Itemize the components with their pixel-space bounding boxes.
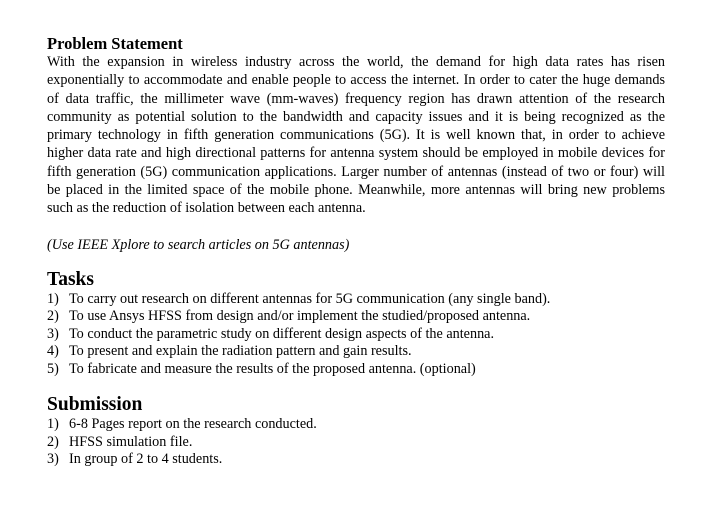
submission-number: 2) (47, 433, 59, 450)
submission-item (47, 416, 665, 434)
task-text: To use Ansys HFSS from design and/or implement the studied/proposed antenna. (69, 308, 531, 325)
task-text: To present and explain the radiation pattern and gain results. (69, 343, 412, 360)
task-text: To carry out research on different antennas for 5G communication (any single band). (69, 290, 551, 307)
submission-text: 6-8 Pages report on the research conducted. (69, 416, 317, 433)
task-item (47, 361, 665, 379)
task-number: 3) (47, 325, 59, 342)
task-item (47, 343, 665, 361)
problem-statement-paragraph: With the expansion in wireless industry across the world, the demand for high data rates has risen exponentially to accommodate and enable people to access the internet. In order to cater the huge demands of data traffic, the millimeter wave (mm-waves) frequency region has drawn attention of the research community as potential solution to the bandwidth and capacity issues and it is being recognized as the primary technology in fifth generation communications (5G). It is well known that, in order to achieve higher data rate and high directional patterns for antenna system should be employed in mobile devices for fifth generation (5G) communication applications. Larger number of antennas (instead of two or four) will be placed in the limited space of the mobile phone. Meanwhile, more antennas will bring new problems such as the reduction of isolation between each antenna. (47, 54, 665, 217)
task-text: To fabricate and measure the results of the proposed antenna. (optional) (69, 360, 476, 377)
task-item (47, 308, 665, 326)
task-text: To conduct the parametric study on different design aspects of the antenna. (69, 325, 495, 342)
task-item (47, 291, 665, 309)
tasks-heading: Tasks (47, 268, 94, 290)
submission-heading: Submission (47, 394, 143, 416)
submission-text: In group of 2 to 4 students. (69, 451, 223, 468)
submission-item (47, 434, 665, 452)
submission-text: HFSS simulation file. (69, 433, 193, 450)
submission-number: 1) (47, 416, 59, 433)
task-number: 2) (47, 308, 59, 325)
submission-item (47, 451, 665, 469)
task-number: 4) (47, 343, 59, 360)
task-number: 5) (47, 360, 59, 377)
task-number: 1) (47, 290, 59, 307)
submission-list (47, 416, 665, 469)
document-page (47, 34, 665, 469)
ieee-note: (Use IEEE Xplore to search articles on 5G antennas) (47, 236, 350, 253)
tasks-list (47, 291, 665, 379)
task-item (47, 326, 665, 344)
submission-number: 3) (47, 451, 59, 468)
problem-statement-heading: Problem Statement (47, 34, 183, 53)
